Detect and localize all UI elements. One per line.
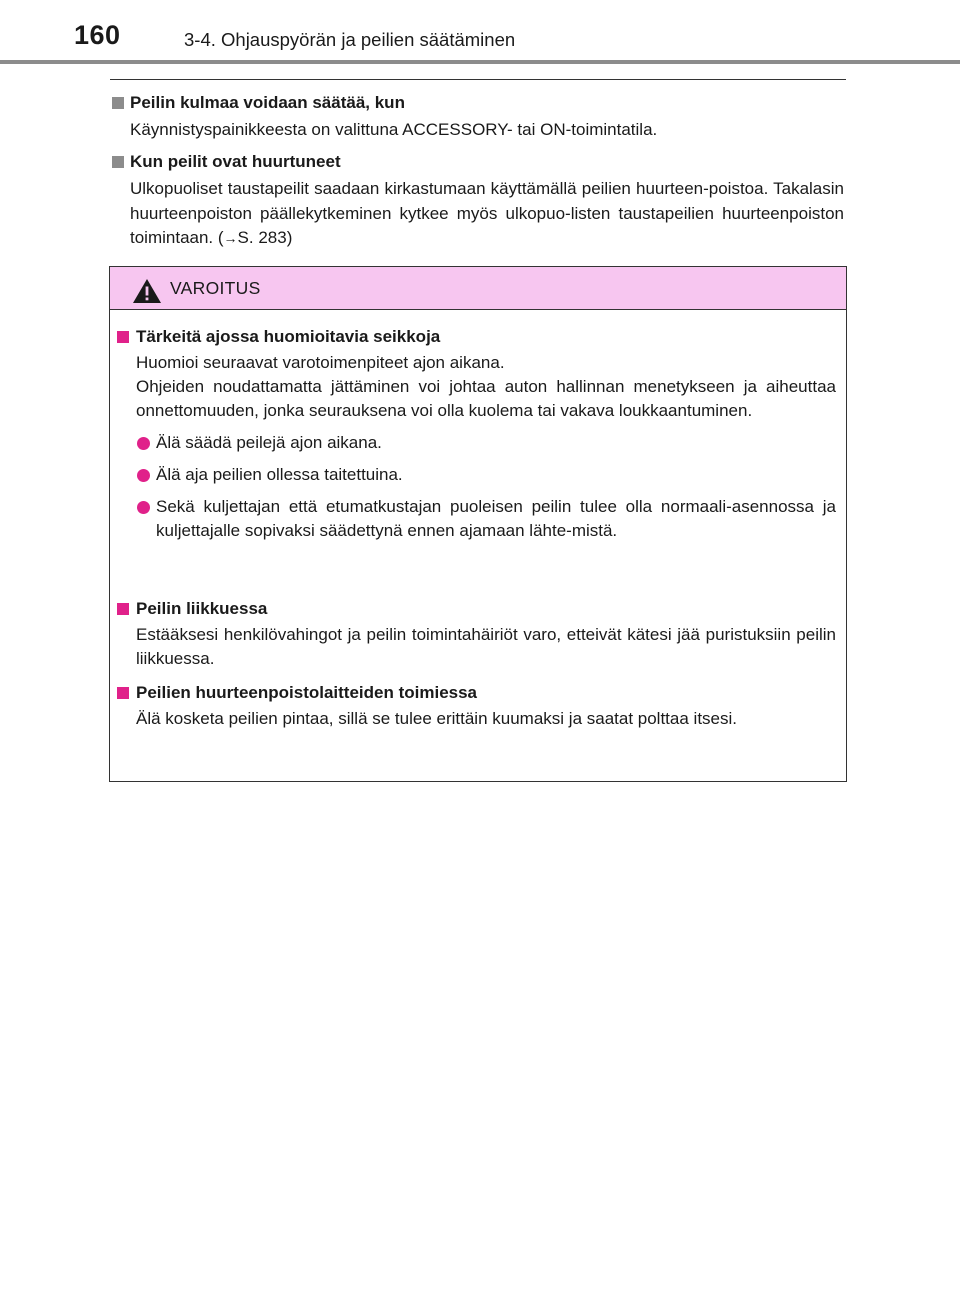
section-body: Ulkopuoliset taustapeilit saadaan kirkastumaan käyttämällä peilien huurteen-poistoa. Takalasin huurteenpoiston päällekytkeminen kytkee myös ulkopuo-listen taustapeilien huurteenpoiston toimintaan. (→S. 283): [130, 179, 844, 247]
section-mirror-defog: [110, 151, 844, 251]
square-bullet-icon: [112, 97, 124, 109]
page-reference-link[interactable]: S. 283): [237, 228, 293, 247]
bullet-item: Älä säädä peilejä ajon aikana.: [136, 431, 836, 455]
section-divider: [110, 79, 846, 80]
bullet-item: Älä aja peilien ollessa taitettuina.: [136, 463, 836, 487]
warning-section-defogger: [114, 682, 836, 731]
warning-body: Älä kosketa peilien pintaa, sillä se tulee erittäin kuumaksi ja saatat polttaa itsesi.: [136, 709, 737, 728]
warning-heading: Peilien huurteenpoistolaitteiden toimiessa: [136, 683, 478, 702]
warning-heading: Tärkeitä ajossa huomioitavia seikkoja: [136, 327, 441, 346]
warning-section-moving: [114, 598, 836, 671]
warning-header: [110, 267, 846, 310]
section-mirror-angle: [110, 92, 844, 143]
warning-title: VAROITUS: [170, 278, 261, 298]
square-bullet-icon: [112, 156, 124, 168]
warning-body: Huomioi seuraavat varotoimenpiteet ajon aikana. Ohjeiden noudattamatta jättäminen voi johtaa auton hallinnan menetykseen ja aiheuttaa onnettomuuden, jonka seurauksena voi olla kuolema tai vakava loukkaantuminen.: [136, 353, 836, 420]
page-number: 160: [74, 20, 121, 50]
circle-bullet-icon: [137, 437, 150, 450]
square-bullet-icon: [117, 603, 129, 615]
section-heading: Peilin kulmaa voidaan säätää, kun: [130, 93, 405, 112]
circle-bullet-icon: [137, 501, 150, 514]
arrow-right-icon: →: [223, 230, 238, 246]
warning-heading: Peilin liikkuessa: [136, 599, 268, 618]
page-header: [0, 0, 960, 64]
square-bullet-icon: [117, 331, 129, 343]
warning-triangle-icon: [132, 278, 162, 304]
warning-body: Estääksesi henkilövahingot ja peilin toimintahäiriöt varo, etteivät kätesi jää puristuksiin peilin liikkuessa.: [136, 625, 836, 668]
section-heading: Kun peilit ovat huurtuneet: [130, 152, 341, 171]
chapter-title: 3-4. Ohjauspyörän ja peilien säätäminen: [184, 29, 516, 50]
square-bullet-icon: [117, 687, 129, 699]
bullet-item: Sekä kuljettajan että etumatkustajan puoleisen peilin tulee olla normaali-asennossa ja kuljettajalle sopivaksi säädettynä ennen ajamaan lähte-mistä.: [136, 495, 836, 543]
warning-box: [109, 266, 847, 782]
warning-section-driving: [114, 326, 836, 543]
header-rule: [0, 60, 960, 64]
circle-bullet-icon: [137, 469, 150, 482]
section-body: Käynnistyspainikkeesta on valittuna ACCESSORY- tai ON-toimintatila.: [130, 120, 658, 139]
